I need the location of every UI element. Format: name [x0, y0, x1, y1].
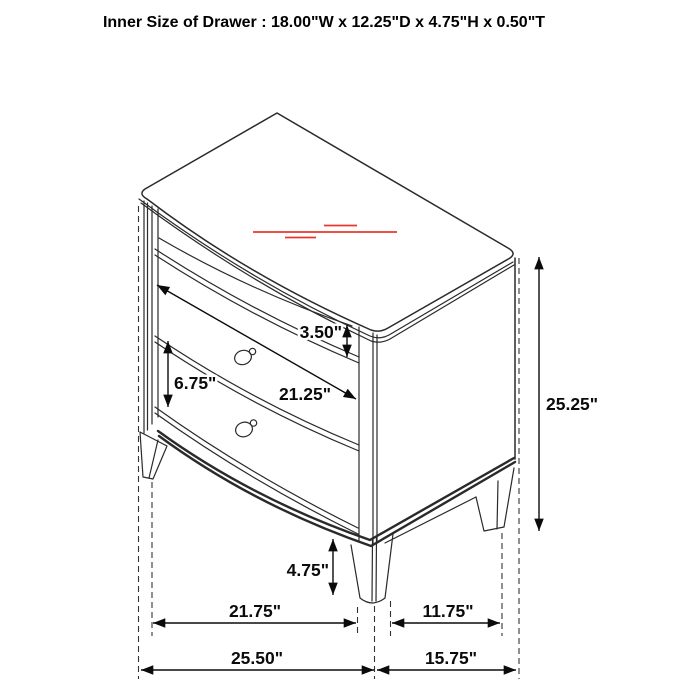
leg-height-label: 4.75" [286, 560, 329, 580]
shelf-opening-height-label: 3.50" [299, 322, 342, 342]
diagram-title: Inner Size of Drawer : 18.00"W x 12.25"D x 4.75"H x 0.50"T [102, 14, 546, 31]
red-annotation-marks [253, 226, 397, 238]
dimension-side-depth-between-legs [392, 601, 500, 623]
overall-depth-label: 15.75" [424, 648, 478, 668]
dimension-shelf-opening-height [300, 322, 347, 357]
dimension-front-width-between-legs [153, 601, 356, 623]
front-left-leg-corner-line [149, 440, 158, 478]
side-rail-bottom [385, 497, 476, 543]
side-depth-between-legs-label: 11.75" [422, 601, 474, 621]
dimension-overall-width [141, 648, 374, 670]
overall-height-label: 25.25" [546, 394, 599, 414]
rear-right-leg-corner-line [497, 481, 498, 529]
overall-width-label: 25.50" [230, 648, 284, 668]
drawer-2-knob [234, 420, 257, 439]
front-right-leg-corner-b [376, 537, 377, 601]
dimension-annotations [141, 257, 598, 670]
drawer-height-label: 6.75" [174, 373, 217, 393]
front-width-between-legs-label: 21.75" [228, 601, 282, 621]
dimension-leg-height [287, 539, 333, 595]
base-band-upper [158, 431, 514, 540]
drawer-1-knob [233, 348, 256, 367]
drawer-front-width-label: 21.25" [278, 384, 332, 404]
dimension-drawer-height [168, 341, 216, 407]
front-right-leg-corner-a [372, 538, 373, 601]
nightstand-drawing [139, 113, 515, 603]
dimension-overall-depth [377, 648, 516, 670]
dimension-overall-height [539, 257, 598, 531]
